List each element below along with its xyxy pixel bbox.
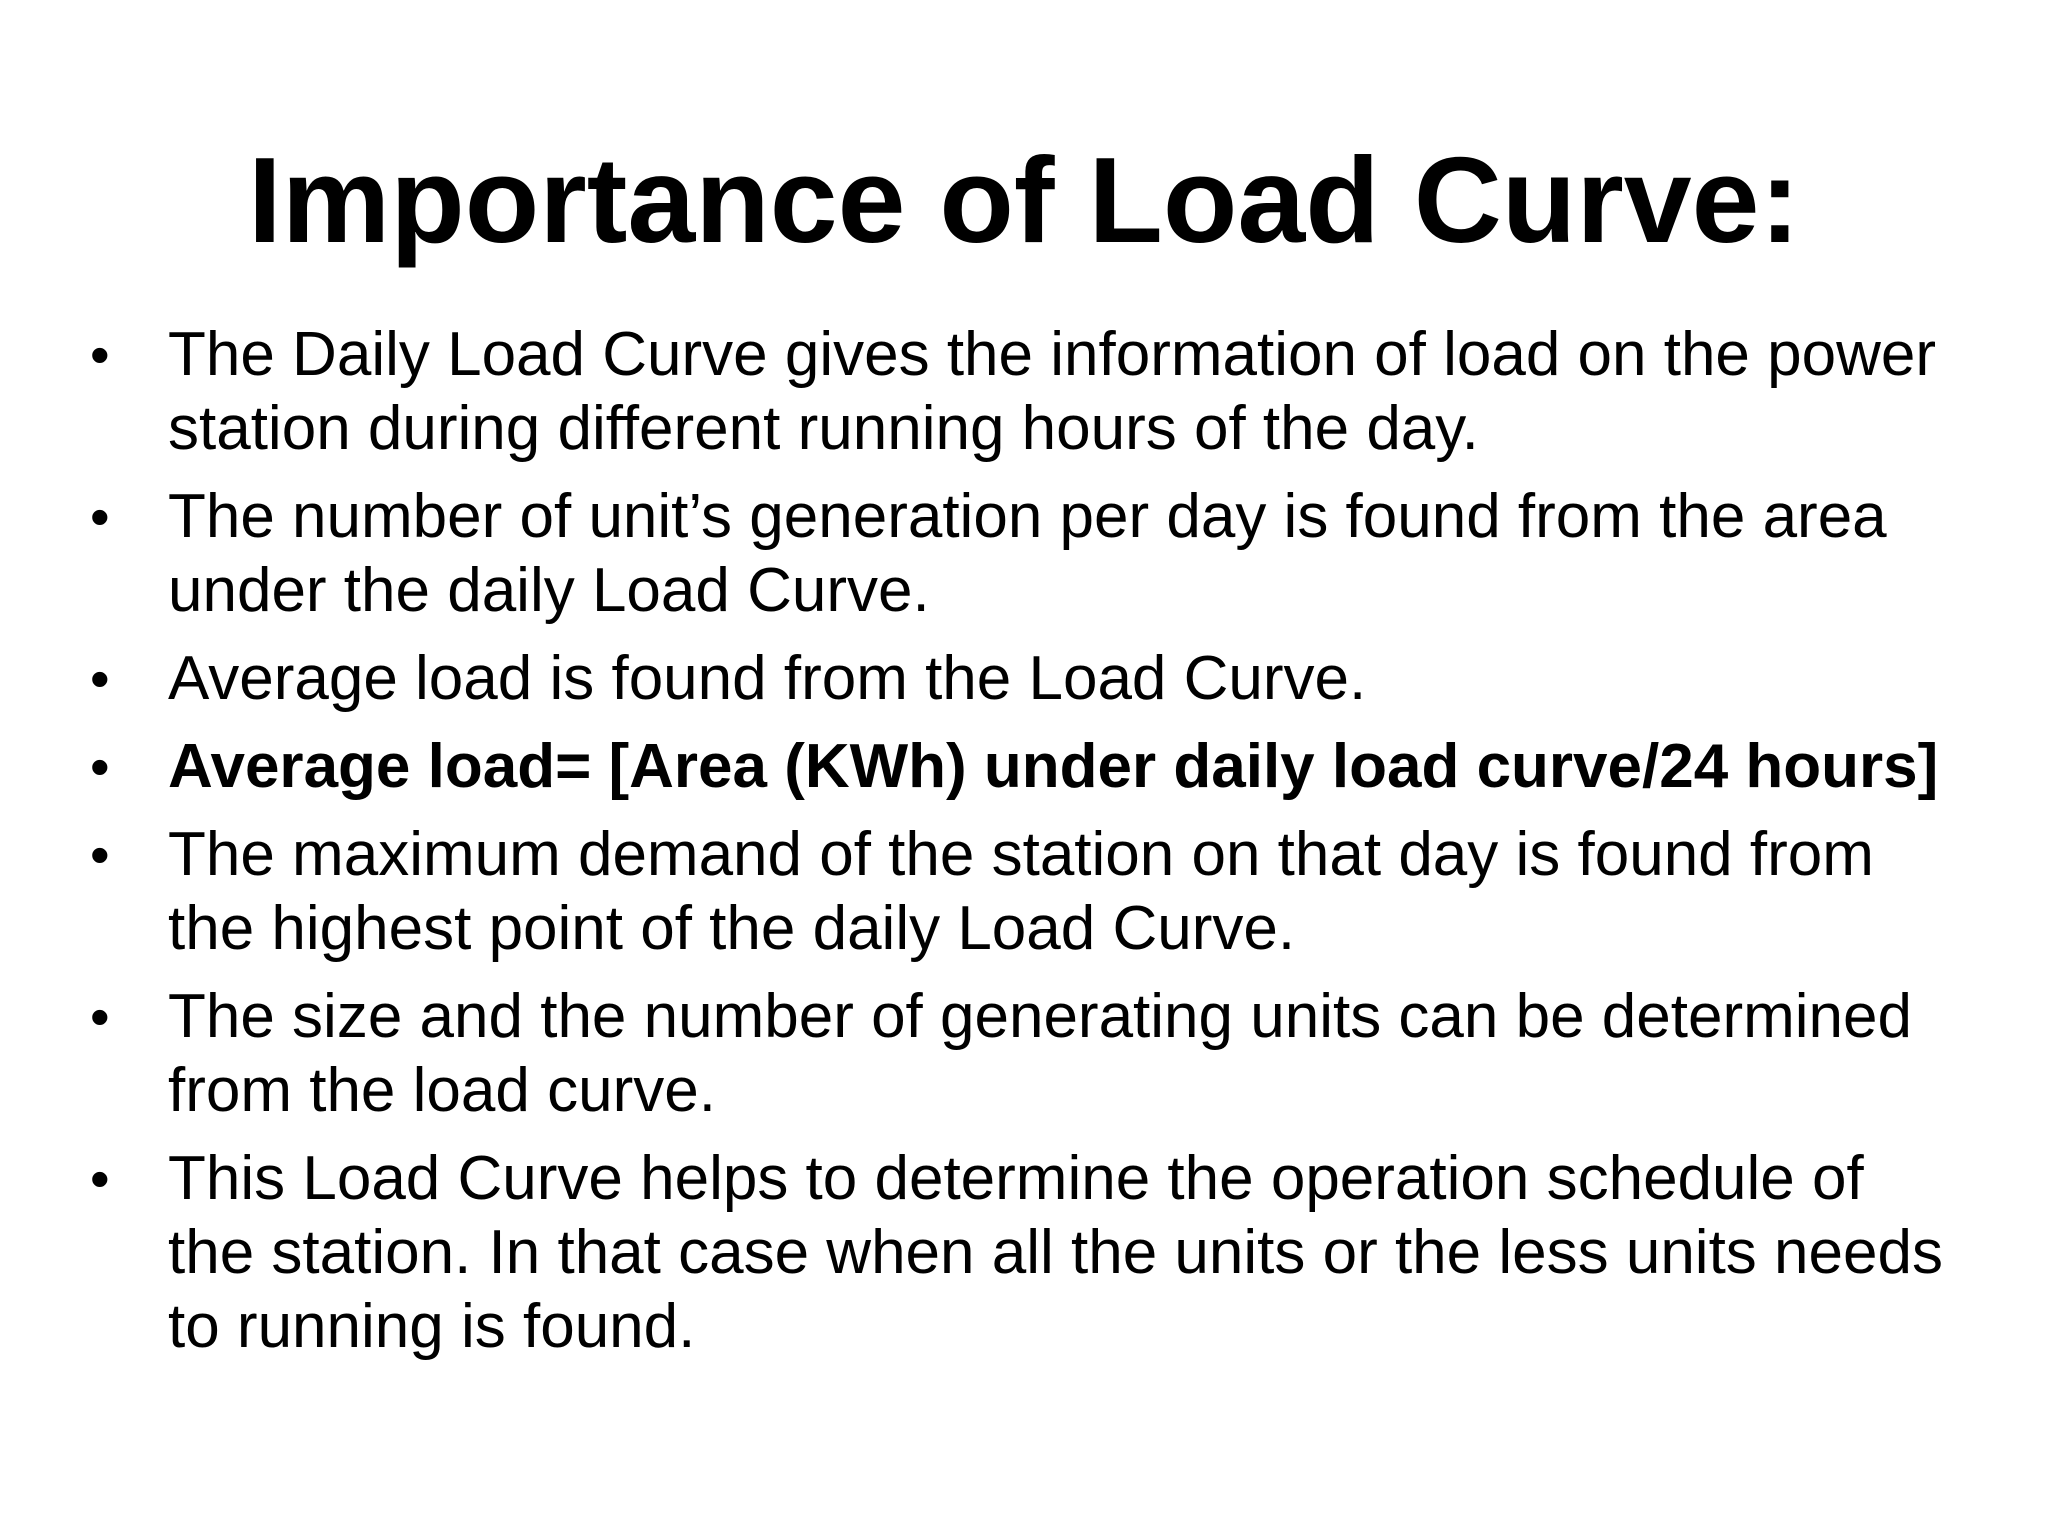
bullet-icon: • [90,323,110,386]
bullet-item-formula [80,730,1960,804]
bullet-text: The size and the number of generating units can be determined from the load curve. [168,982,1912,1125]
bullet-text: The Daily Load Curve gives the information of load on the power station during different running hours of the day. [168,320,1936,463]
bullet-icon: • [90,1147,110,1210]
bullet-list [80,318,1960,1378]
bullet-text: Average load is found from the Load Curve. [168,644,1367,713]
bullet-item [80,318,1960,466]
bullet-item [80,1142,1960,1364]
bullet-item [80,818,1960,966]
bullet-item [80,642,1960,716]
bullet-icon: • [90,823,110,886]
bullet-text: The maximum demand of the station on that day is found from the highest point of the daily Load Curve. [168,820,1874,963]
bullet-item [80,480,1960,628]
bullet-item [80,980,1960,1128]
bullet-icon: • [90,735,110,798]
bullet-text: Average load= [Area (KWh) under daily load curve/24 hours] [168,732,1939,801]
bullet-icon: • [90,485,110,548]
slide-title: Importance of Load Curve: [247,132,1801,268]
bullet-text: This Load Curve helps to determine the operation schedule of the station. In that case when all the units or the less units needs to running is found. [168,1144,1943,1361]
bullet-icon: • [90,985,110,1048]
bullet-icon: • [90,647,110,710]
bullet-text: The number of unit’s generation per day is found from the area under the daily Load Curve. [168,482,1887,625]
